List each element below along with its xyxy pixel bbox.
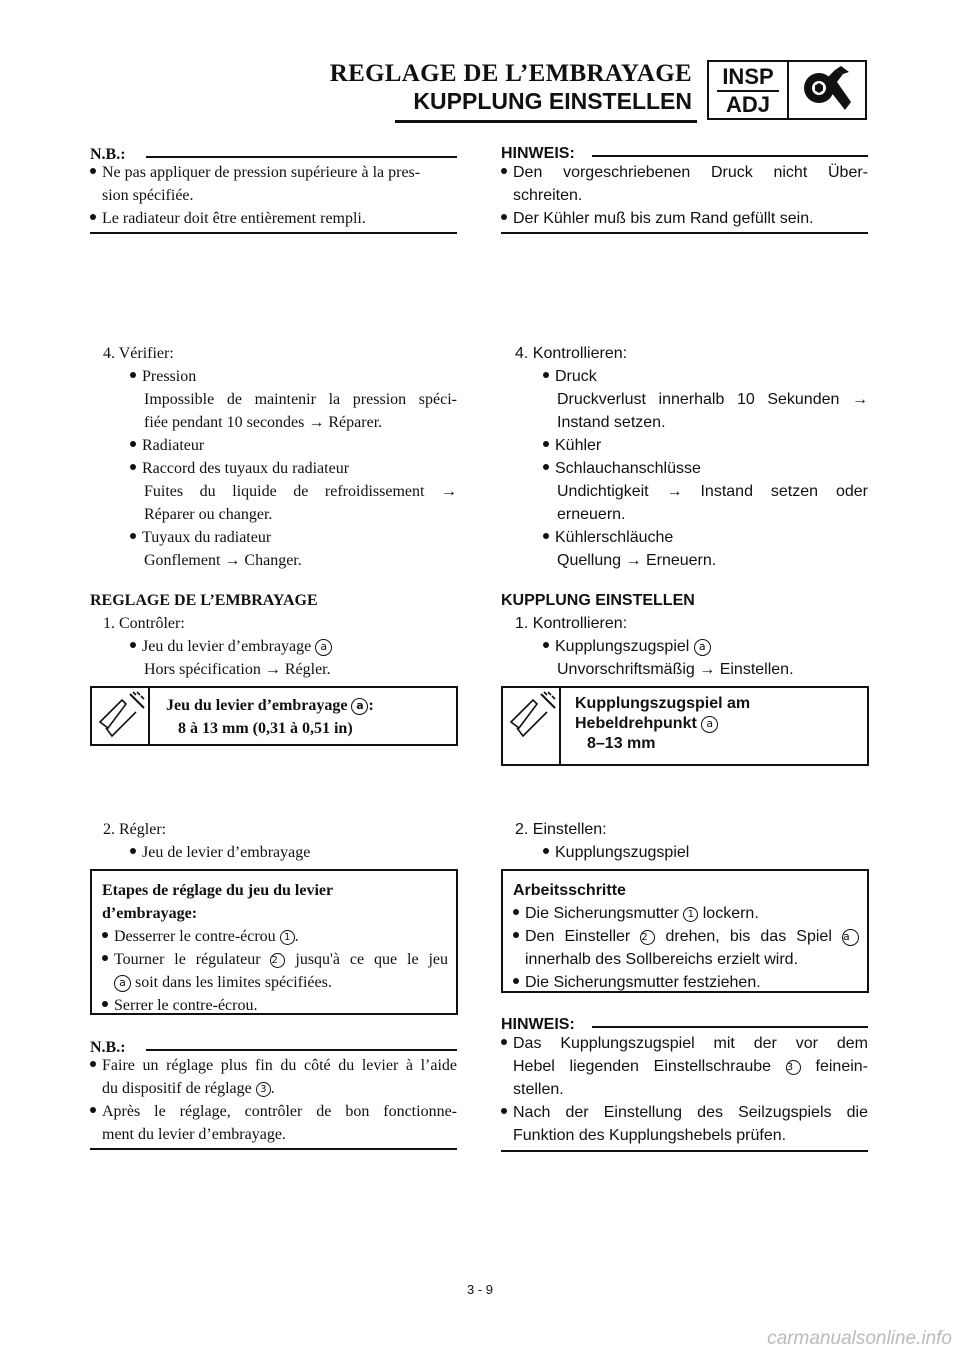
insp-adj-badge xyxy=(707,60,867,120)
fr-step1-body: Jeu du levier d’embrayage a Hors spécification → Régler. xyxy=(130,635,332,681)
badge-bottom: ADJ xyxy=(725,92,770,117)
header-title-fr: REGLAGE DE L’EMBRAYAGE xyxy=(329,60,692,87)
fr-procedure-head: Etapes de réglage du jeu du levier xyxy=(102,882,334,899)
de-spec-value: 8–13 mm xyxy=(587,735,656,752)
caliper-icon xyxy=(92,688,150,744)
de-step1-body: Kupplungszugspiel a Unvorschriftsmäßig → Einstellen. xyxy=(543,635,794,681)
de-section-title: KUPPLUNG EINSTELLEN xyxy=(501,592,695,609)
fr-spec-value: 8 à 13 mm (0,31 à 0,51 in) xyxy=(178,720,353,737)
header-rule xyxy=(395,120,697,123)
fr-step4-body: Pression Impossible de maintenir la pression spéci- fiée pendant 10 secondes → Réparer. Radiateur Raccord des tuyaux du radiateur Fuites du liquide de refroidissement → Réparer ou changer. Tuyaux du radiateur Gonflement → Changer. xyxy=(130,365,457,572)
fr-note1-rule xyxy=(146,156,457,158)
de-note1-bottom-rule xyxy=(501,232,868,234)
de-note1-head: HINWEIS: xyxy=(501,145,575,162)
fr-spec-box: Jeu du levier d’embrayage a : 8 à 13 mm (0,31 à 0,51 in) xyxy=(90,686,458,746)
de-procedure-box: Arbeitsschritte Die Sicherungsmutter 1 lockern. Den Einsteller 2 drehen, bis das Spiel a innerhalb des Sollbereichs erzielt wird. Die Sicherungsmutter festziehen. xyxy=(501,869,869,993)
de-step4-title: 4. Kontrollieren: xyxy=(515,345,628,362)
fr-note1-item: Ne pas appliquer de pression supérieure à la pres- sion spécifiée. Le radiateur doit être entièrement rempli. xyxy=(90,161,457,230)
de-note2-bottom-rule xyxy=(501,1150,868,1152)
de-spec-box: Kupplungszugspiel am Hebeldrehpunkt a 8–13 mm xyxy=(501,686,869,766)
de-note2-head: HINWEIS: xyxy=(501,1016,575,1033)
fr-step2-title: 2. Régler: xyxy=(103,821,167,838)
header-title-de: KUPPLUNG EINSTELLEN xyxy=(413,88,692,114)
fr-note2-bottom-rule xyxy=(90,1148,457,1150)
fr-step2-body: Jeu de levier d’embrayage xyxy=(130,841,310,864)
fr-note1-bottom-rule xyxy=(90,232,457,234)
de-step4-body: Druck Druckverlust innerhalb 10 Sekunden → Instand setzen. Kühler Schlauchanschlüsse Undichtigkeit → Instand setzen oder erneuern. Kühlerschläuche Quellung → Erneuern. xyxy=(543,365,868,572)
de-step2-title: 2. Einstellen: xyxy=(515,821,607,838)
fr-section-title: REGLAGE DE L’EMBRAYAGE xyxy=(90,592,318,609)
wrench-icon xyxy=(791,64,863,116)
fr-note2-rule xyxy=(146,1049,457,1051)
fr-note1-head: N.B.: xyxy=(90,146,126,163)
de-note2-body: Das Kupplungszugspiel mit der vor dem Hebel liegenden Einstellschraube 3 feinein- stellen. Nach der Einstellung des Seilzugspiels die Funktion des Kupplungshebels prüfen. xyxy=(501,1032,868,1147)
de-note2-rule xyxy=(592,1026,868,1028)
fr-spec-label: Jeu du levier d’embrayage xyxy=(166,697,348,714)
fr-procedure-box: Etapes de réglage du jeu du levier d’embrayage: Desserrer le contre-écrou 1 . Tourner le régulateur 2 jusqu'à ce que le jeu a soit dans les limites spécifiées. Serrer le contre-écrou. xyxy=(90,869,458,1015)
de-note1-rule xyxy=(592,155,868,157)
de-step1-title: 1. Kontrollieren: xyxy=(515,615,628,632)
page-number: 3 - 9 xyxy=(466,1282,493,1297)
fr-note2-head: N.B.: xyxy=(90,1039,126,1056)
badge-top: INSP xyxy=(722,64,774,89)
fr-step4-title: 4. Vérifier: xyxy=(103,345,174,362)
de-step2-body: Kupplungszugspiel xyxy=(543,841,689,864)
watermark: carmanualsonline.info xyxy=(767,1328,952,1349)
de-spec-label: Kupplungszugspiel am xyxy=(575,695,751,712)
de-procedure-head: Arbeitsschritte xyxy=(513,882,626,899)
caliper-icon xyxy=(503,688,561,764)
fr-note2-body: Faire un réglage plus fin du côté du levier à l’aide du dispositif de réglage 3 . Après le réglage, contrôler de bon fonctionne- ment du levier d’embrayage. xyxy=(90,1054,457,1146)
fr-step1-title: 1. Contrôler: xyxy=(103,615,185,632)
de-note1-body: Den vorgeschriebenen Druck nicht Über- schreiten. Der Kühler muß bis zum Rand gefüllt sein. xyxy=(501,161,868,230)
